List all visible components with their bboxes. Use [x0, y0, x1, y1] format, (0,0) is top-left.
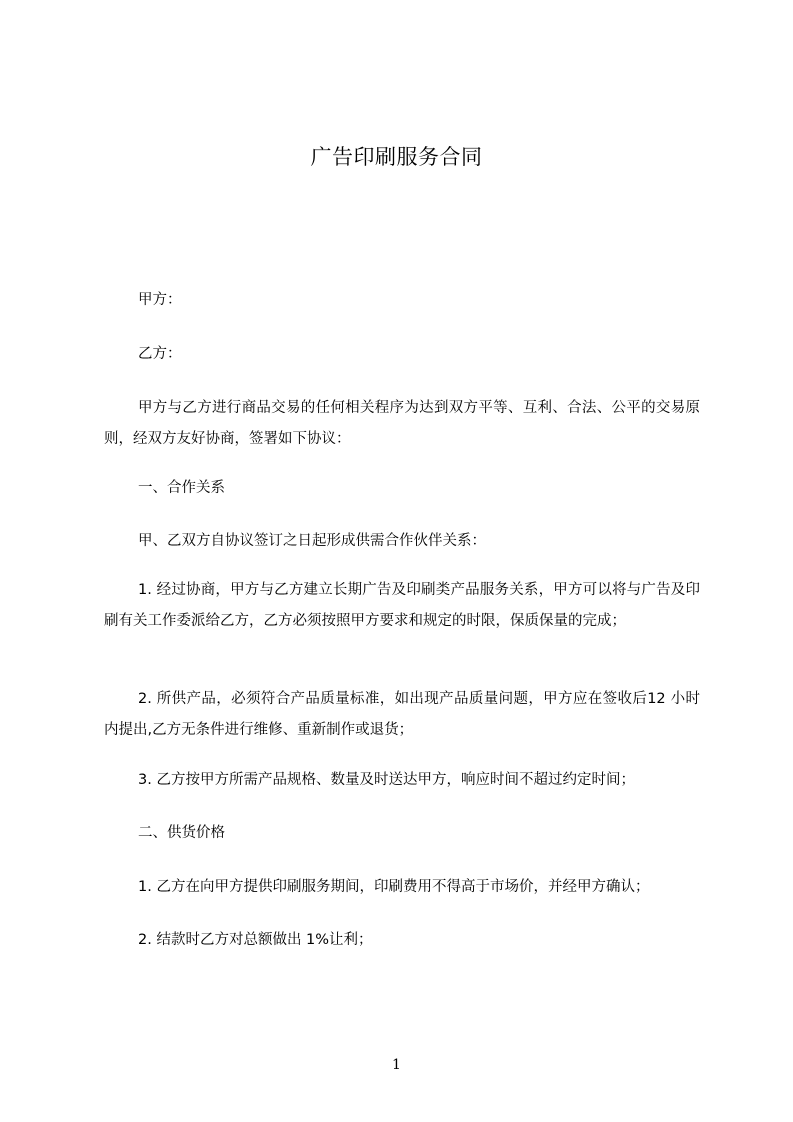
section-2-item-2: 2. 结款时乙方对总额做出 1%让利；: [138, 932, 373, 948]
party-a-label: 甲方：: [138, 292, 182, 308]
section-1-item-3: 3. 乙方按甲方所需产品规格、数量及时送达甲方，响应时间不超过约定时间；: [138, 772, 635, 788]
section-1-item-2: 2. 所供产品，必须符合产品质量标准，如出现产品质量问题，甲方应在签收后12 小时内提出,乙方无条件进行维修、重新制作或退货；: [104, 691, 700, 738]
intro-paragraph: 甲方与乙方进行商品交易的任何相关程序为达到双方平等、互利、合法、公平的交易原则，经双方友好协商，签署如下协议：: [104, 400, 700, 447]
section-2-heading: 二、供货价格: [138, 825, 225, 841]
section-1-lead: 甲、乙双方自协议签订之日起形成供需合作伙伴关系：: [138, 533, 486, 549]
party-b-label: 乙方：: [138, 346, 182, 362]
section-2-item-1: 1. 乙方在向甲方提供印刷服务期间，印刷费用不得高于市场价，并经甲方确认；: [138, 879, 650, 895]
section-1-item-1: 1. 经过协商，甲方与乙方建立长期广告及印刷类产品服务关系，甲方可以将与广告及印刷有关工作委派给乙方，乙方必须按照甲方要求和规定的时限，保质保量的完成；: [104, 582, 700, 629]
page-number: 1: [392, 1057, 401, 1073]
document-title: 广告印刷服务合同: [310, 145, 483, 169]
section-1-heading: 一、合作关系: [138, 480, 225, 496]
